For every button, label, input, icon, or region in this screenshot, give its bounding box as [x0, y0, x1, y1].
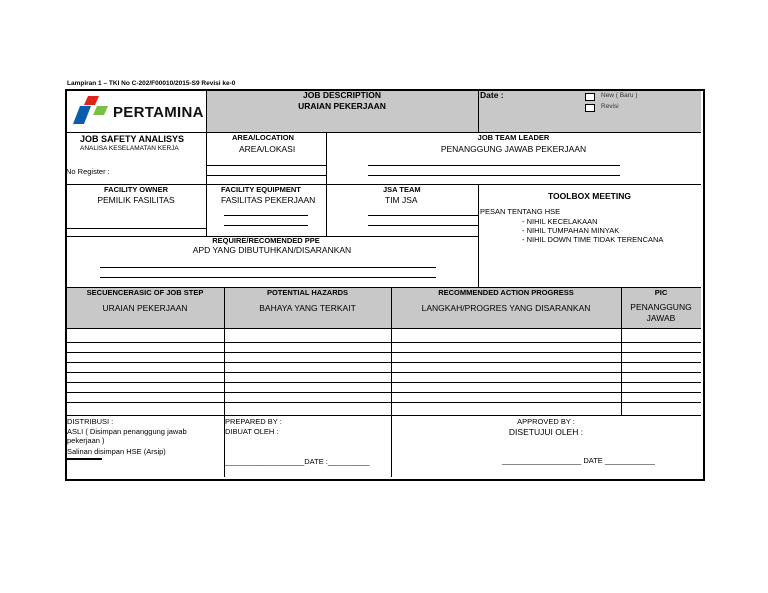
approved-by-label: APPROVED BY :: [517, 417, 575, 426]
approved-by-id: DISETUJUI OLEH :: [508, 427, 584, 437]
facility-owner-label: FACILITY OWNER: [103, 185, 169, 194]
new-checkbox[interactable]: [585, 93, 595, 101]
area-label-id: AREA/LOKASI: [239, 144, 296, 154]
facility-equipment-id: FASILITAS PEKERJAAN: [221, 195, 316, 205]
distribution-original-2: pekerjaan ): [67, 436, 105, 445]
date-label: Date :: [480, 90, 504, 100]
facility-equipment-label: FACILITY EQUIPMENT: [221, 185, 301, 194]
distribution-label: DISTRIBUSI :: [67, 417, 114, 426]
job-description-subtitle: URAIAN PEKERJAAN: [298, 101, 386, 111]
approved-date-line[interactable]: ___________________ DATE ____________: [502, 456, 655, 465]
pertamina-logo: [68, 94, 110, 128]
area-label: AREA/LOCATION: [232, 133, 294, 142]
distribution-copy: Salinan disimpan HSE (Arsip): [67, 447, 166, 456]
column-subheader-hazards: BAHAYA YANG TERKAIT: [259, 303, 356, 313]
leader-label-id: PENANGGUNG JAWAB PEKERJAAN: [440, 144, 587, 154]
ppe-label: REQUIRE/RECOMENDED PPE: [212, 236, 320, 245]
job-description-title: JOB DESCRIPTION: [303, 90, 381, 100]
column-header-hazards: POTENTIAL HAZARDS: [266, 288, 349, 297]
column-subheader-pic: PENANGGUNG: [630, 302, 692, 312]
jsa-subtitle: ANALISA KESELAMATAN KERJA: [80, 145, 179, 152]
leader-label: JOB TEAM LEADER: [477, 133, 550, 142]
attachment-reference: Lampiran 1 – TKI No C-202/F00010/2015-S9 Revisi ke-0: [67, 80, 236, 87]
column-header-pic: PIC: [654, 288, 668, 297]
ppe-label-id: APD YANG DIBUTUHKAN/DISARANKAN: [192, 245, 352, 255]
column-subheader-pic-2: JAWAB: [646, 313, 676, 323]
toolbox-subtitle: PESAN TENTANG HSE: [480, 207, 561, 216]
jsa-team-id: TIM JSA: [385, 195, 418, 205]
logo-text: PERTAMINA: [113, 104, 204, 121]
toolbox-title: TOOLBOX MEETING: [548, 191, 631, 201]
prepared-date-line[interactable]: ___________________DATE :__________: [225, 457, 370, 466]
revision-label: Revisi: [601, 103, 619, 110]
made-by-label: DIBUAT OLEH :: [225, 427, 279, 436]
column-subheader-job-step: URAIAN PEKERJAAN: [102, 303, 188, 313]
prepared-by-label: PREPARED BY :: [225, 417, 282, 426]
new-label: New ( Baru ): [601, 92, 638, 99]
facility-owner-id: PEMILIK FASILITAS: [97, 195, 175, 205]
toolbox-item: - NIHIL TUMPAHAN MINYAK: [522, 226, 620, 235]
revision-checkbox[interactable]: [585, 104, 595, 112]
jsa-team-label: JSA TEAM: [383, 185, 421, 194]
column-header-action: RECOMMENDED ACTION PROGRESS: [438, 288, 574, 297]
column-header-job-step: SECUENCERASIC OF JOB STEP: [86, 288, 204, 297]
toolbox-item: - NIHIL DOWN TIME TIDAK TERENCANA: [522, 235, 664, 244]
toolbox-item: - NIHIL KECELAKAAN: [522, 217, 598, 226]
column-subheader-action: LANGKAH/PROGRES YANG DISARANKAN: [421, 303, 591, 313]
distribution-original: ASLI ( Disimpan penanggung jawab: [67, 427, 187, 436]
jsa-title: JOB SAFETY ANALISYS: [80, 134, 185, 144]
register-label: No Register :: [66, 167, 110, 176]
